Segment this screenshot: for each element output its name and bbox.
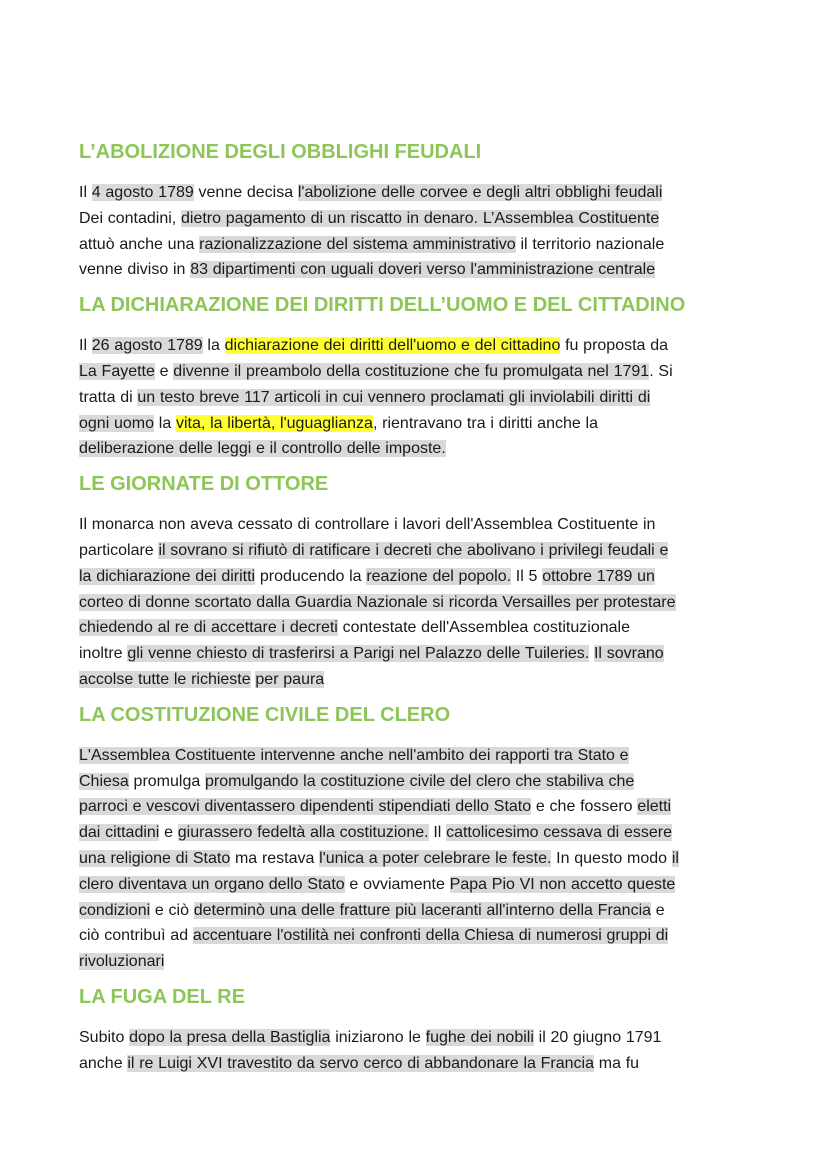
gray-highlight: L’Assemblea Costituente: [478, 209, 660, 227]
text-line: [79, 949, 759, 975]
gray-highlight: dai cittadini: [79, 824, 160, 842]
text-run: la: [154, 414, 176, 432]
document-section: [79, 470, 759, 693]
text-line: [79, 232, 759, 258]
gray-highlight: promulgando la costituzione civile del clero che stabiliva che: [205, 772, 635, 790]
section-heading: LA COSTITUZIONE CIVILE DEL CLERO: [79, 703, 451, 726]
gray-highlight: parroci e vescovi diventassero dipendenti stipendiati dello Stato: [79, 798, 532, 816]
gray-highlight: La Fayette: [79, 362, 155, 380]
text-line: [79, 615, 759, 641]
gray-highlight: condizioni: [79, 901, 151, 919]
section-paragraph: [79, 512, 759, 693]
text-line: [79, 794, 759, 820]
gray-highlight: razionalizzazione del sistema amministrativo: [199, 235, 516, 253]
gray-highlight: il re Luigi XVI travestito da servo cerco di abbandonare la Francia: [127, 1054, 595, 1072]
text-line: [79, 641, 759, 667]
gray-highlight: chiedendo al re di accettare i decreti: [79, 619, 338, 637]
text-run: fu proposta da: [560, 337, 668, 355]
text-run: la: [202, 337, 225, 355]
text-line: [79, 1025, 759, 1051]
section-heading: LA DICHIARAZIONE DEI DIRITTI DELL’UOMO E DEL CITTADINO: [79, 294, 686, 317]
gray-highlight: deliberazione delle leggi e il controllo delle imposte.: [79, 440, 446, 458]
text-run: e ovviamente: [344, 875, 450, 893]
section-heading: LA FUGA DEL RE: [79, 985, 245, 1008]
text-run: contestate dell'Assemblea costituzionale: [337, 619, 630, 637]
text-run: e: [651, 901, 665, 919]
section-heading: L’ABOLIZIONE DEGLI OBBLIGHI FEUDALI: [79, 141, 482, 163]
text-line: [79, 1051, 759, 1077]
text-run: e: [159, 824, 178, 842]
document-section: [79, 983, 759, 1077]
gray-highlight: Chiesa: [79, 772, 129, 790]
text-line: [79, 206, 759, 232]
text-run: Il monarca non aveva cessato di controllare i lavori dell'Assemblea Costituente in: [79, 516, 656, 534]
text-line: [79, 538, 759, 564]
text-line: [79, 257, 759, 283]
text-run: il territorio nazionale: [515, 235, 665, 253]
text-run: e ciò: [150, 901, 194, 919]
text-run: attuò anche una: [79, 235, 200, 253]
section-paragraph: [79, 1025, 759, 1077]
gray-highlight: L'Assemblea Costituente intervenne anche nell'ambito dei rapporti tra Stato e: [79, 746, 629, 764]
text-run: e: [154, 362, 174, 380]
text-line: [79, 923, 759, 949]
text-run: ma fu: [594, 1054, 640, 1072]
document-section: [79, 291, 759, 462]
gray-highlight: un testo breve 117 articoli in cui vennero proclamati gli inviolabili diritti di: [137, 388, 651, 406]
gray-highlight: fughe dei nobili: [425, 1028, 534, 1046]
text-line: [79, 590, 759, 616]
text-line: [79, 820, 759, 846]
text-line: [79, 872, 759, 898]
gray-highlight: gli venne chiesto di trasferirsi a Parigi nel Palazzo delle Tuileries.: [127, 645, 590, 663]
text-line: [79, 846, 759, 872]
gray-highlight: accentuare l'ostilità nei confronti della Chiesa di numerosi gruppi di: [192, 927, 669, 945]
gray-highlight: giurassero fedeltà alla costituzione.: [177, 824, 429, 842]
text-run: In questo modo: [551, 849, 672, 867]
text-run: producendo la: [255, 567, 367, 585]
text-run: . Si: [649, 362, 673, 380]
gray-highlight: 4 agosto 1789: [91, 184, 194, 201]
text-run: venne decisa: [193, 184, 298, 201]
text-line: [79, 411, 759, 437]
text-run: ciò contribuì ad: [79, 927, 193, 945]
gray-highlight: per paura: [255, 670, 325, 688]
gray-highlight: la dichiarazione dei diritti: [79, 567, 256, 585]
gray-highlight: una religione di Stato: [79, 849, 231, 867]
text-run: inoltre: [79, 645, 128, 663]
yellow-highlight: vita, la libertà, l'uguaglianza: [175, 414, 373, 432]
text-run: Il: [79, 184, 92, 201]
section-heading: LE GIORNATE DI OTTORE: [79, 473, 329, 496]
text-line: [79, 898, 759, 924]
section-paragraph: [79, 180, 759, 283]
text-line: [79, 359, 759, 385]
gray-highlight: ogni uomo: [79, 414, 155, 432]
text-line: [79, 180, 759, 206]
gray-highlight: determinò una delle fratture più laceranti all'interno della Francia: [193, 901, 652, 919]
gray-highlight: il: [671, 849, 679, 867]
text-line: [79, 512, 759, 538]
text-run: iniziarono le: [330, 1028, 426, 1046]
gray-highlight: cattolicesimo cessava di essere: [446, 824, 672, 842]
gray-highlight: accolse tutte le richieste: [79, 670, 251, 688]
gray-highlight: il sovrano si rifiutò di ratificare i decreti che abolivano i privilegi feudali e: [158, 541, 669, 559]
gray-highlight: l'abolizione delle corvee e degli altri obblighi feudali: [297, 184, 663, 201]
gray-highlight: ottobre 1789 un: [542, 567, 655, 585]
text-line: [79, 743, 759, 769]
text-line: [79, 564, 759, 590]
gray-highlight: 83 dipartimenti con uguali doveri verso l'amministrazione centrale: [190, 261, 656, 279]
text-run: Il: [428, 824, 447, 842]
text-run: , rientravano tra i diritti anche la: [372, 414, 598, 432]
text-run: Il: [79, 337, 92, 355]
section-paragraph: [79, 743, 759, 975]
text-run: venne diviso in: [79, 261, 191, 279]
document-section: [79, 138, 759, 283]
text-run: Il 5: [511, 567, 543, 585]
document-page: [79, 138, 759, 1085]
text-run: promulga: [128, 772, 206, 790]
text-run: Dei contadini,: [79, 209, 181, 227]
gray-highlight: rivoluzionari: [79, 953, 165, 971]
gray-highlight: Il sovrano: [593, 645, 664, 663]
gray-highlight: corteo di donne scortato dalla Guardia Nazionale si ricorda Versailles per protestare: [79, 593, 676, 611]
text-line: [79, 333, 759, 359]
text-run: tratta di: [79, 388, 138, 406]
text-line: [79, 436, 759, 462]
gray-highlight: divenne il preambolo della costituzione che fu promulgata nel 1791: [173, 362, 650, 380]
gray-highlight: eletti: [637, 798, 672, 816]
text-line: [79, 769, 759, 795]
document-section: [79, 701, 759, 975]
gray-highlight: Papa Pio VI non accetto queste: [449, 875, 676, 893]
section-paragraph: [79, 333, 759, 462]
text-run: Subito: [79, 1028, 130, 1046]
yellow-highlight: dichiarazione dei diritti dell'uomo e del cittadino: [224, 337, 561, 355]
text-line: [79, 667, 759, 693]
gray-highlight: dopo la presa della Bastiglia: [129, 1028, 331, 1046]
text-run: particolare: [79, 541, 159, 559]
gray-highlight: l'unica a poter celebrare le feste.: [319, 849, 552, 867]
gray-highlight: clero diventava un organo dello Stato: [79, 875, 345, 893]
text-run: il 20 giugno 1791: [533, 1028, 662, 1046]
gray-highlight: dietro pagamento di un riscatto in denaro.: [181, 209, 479, 227]
text-line: [79, 385, 759, 411]
text-run: anche: [79, 1054, 128, 1072]
text-run: ma restava: [230, 849, 320, 867]
gray-highlight: 26 agosto 1789: [91, 337, 203, 355]
gray-highlight: reazione del popolo.: [366, 567, 512, 585]
text-run: e che fossero: [531, 798, 638, 816]
